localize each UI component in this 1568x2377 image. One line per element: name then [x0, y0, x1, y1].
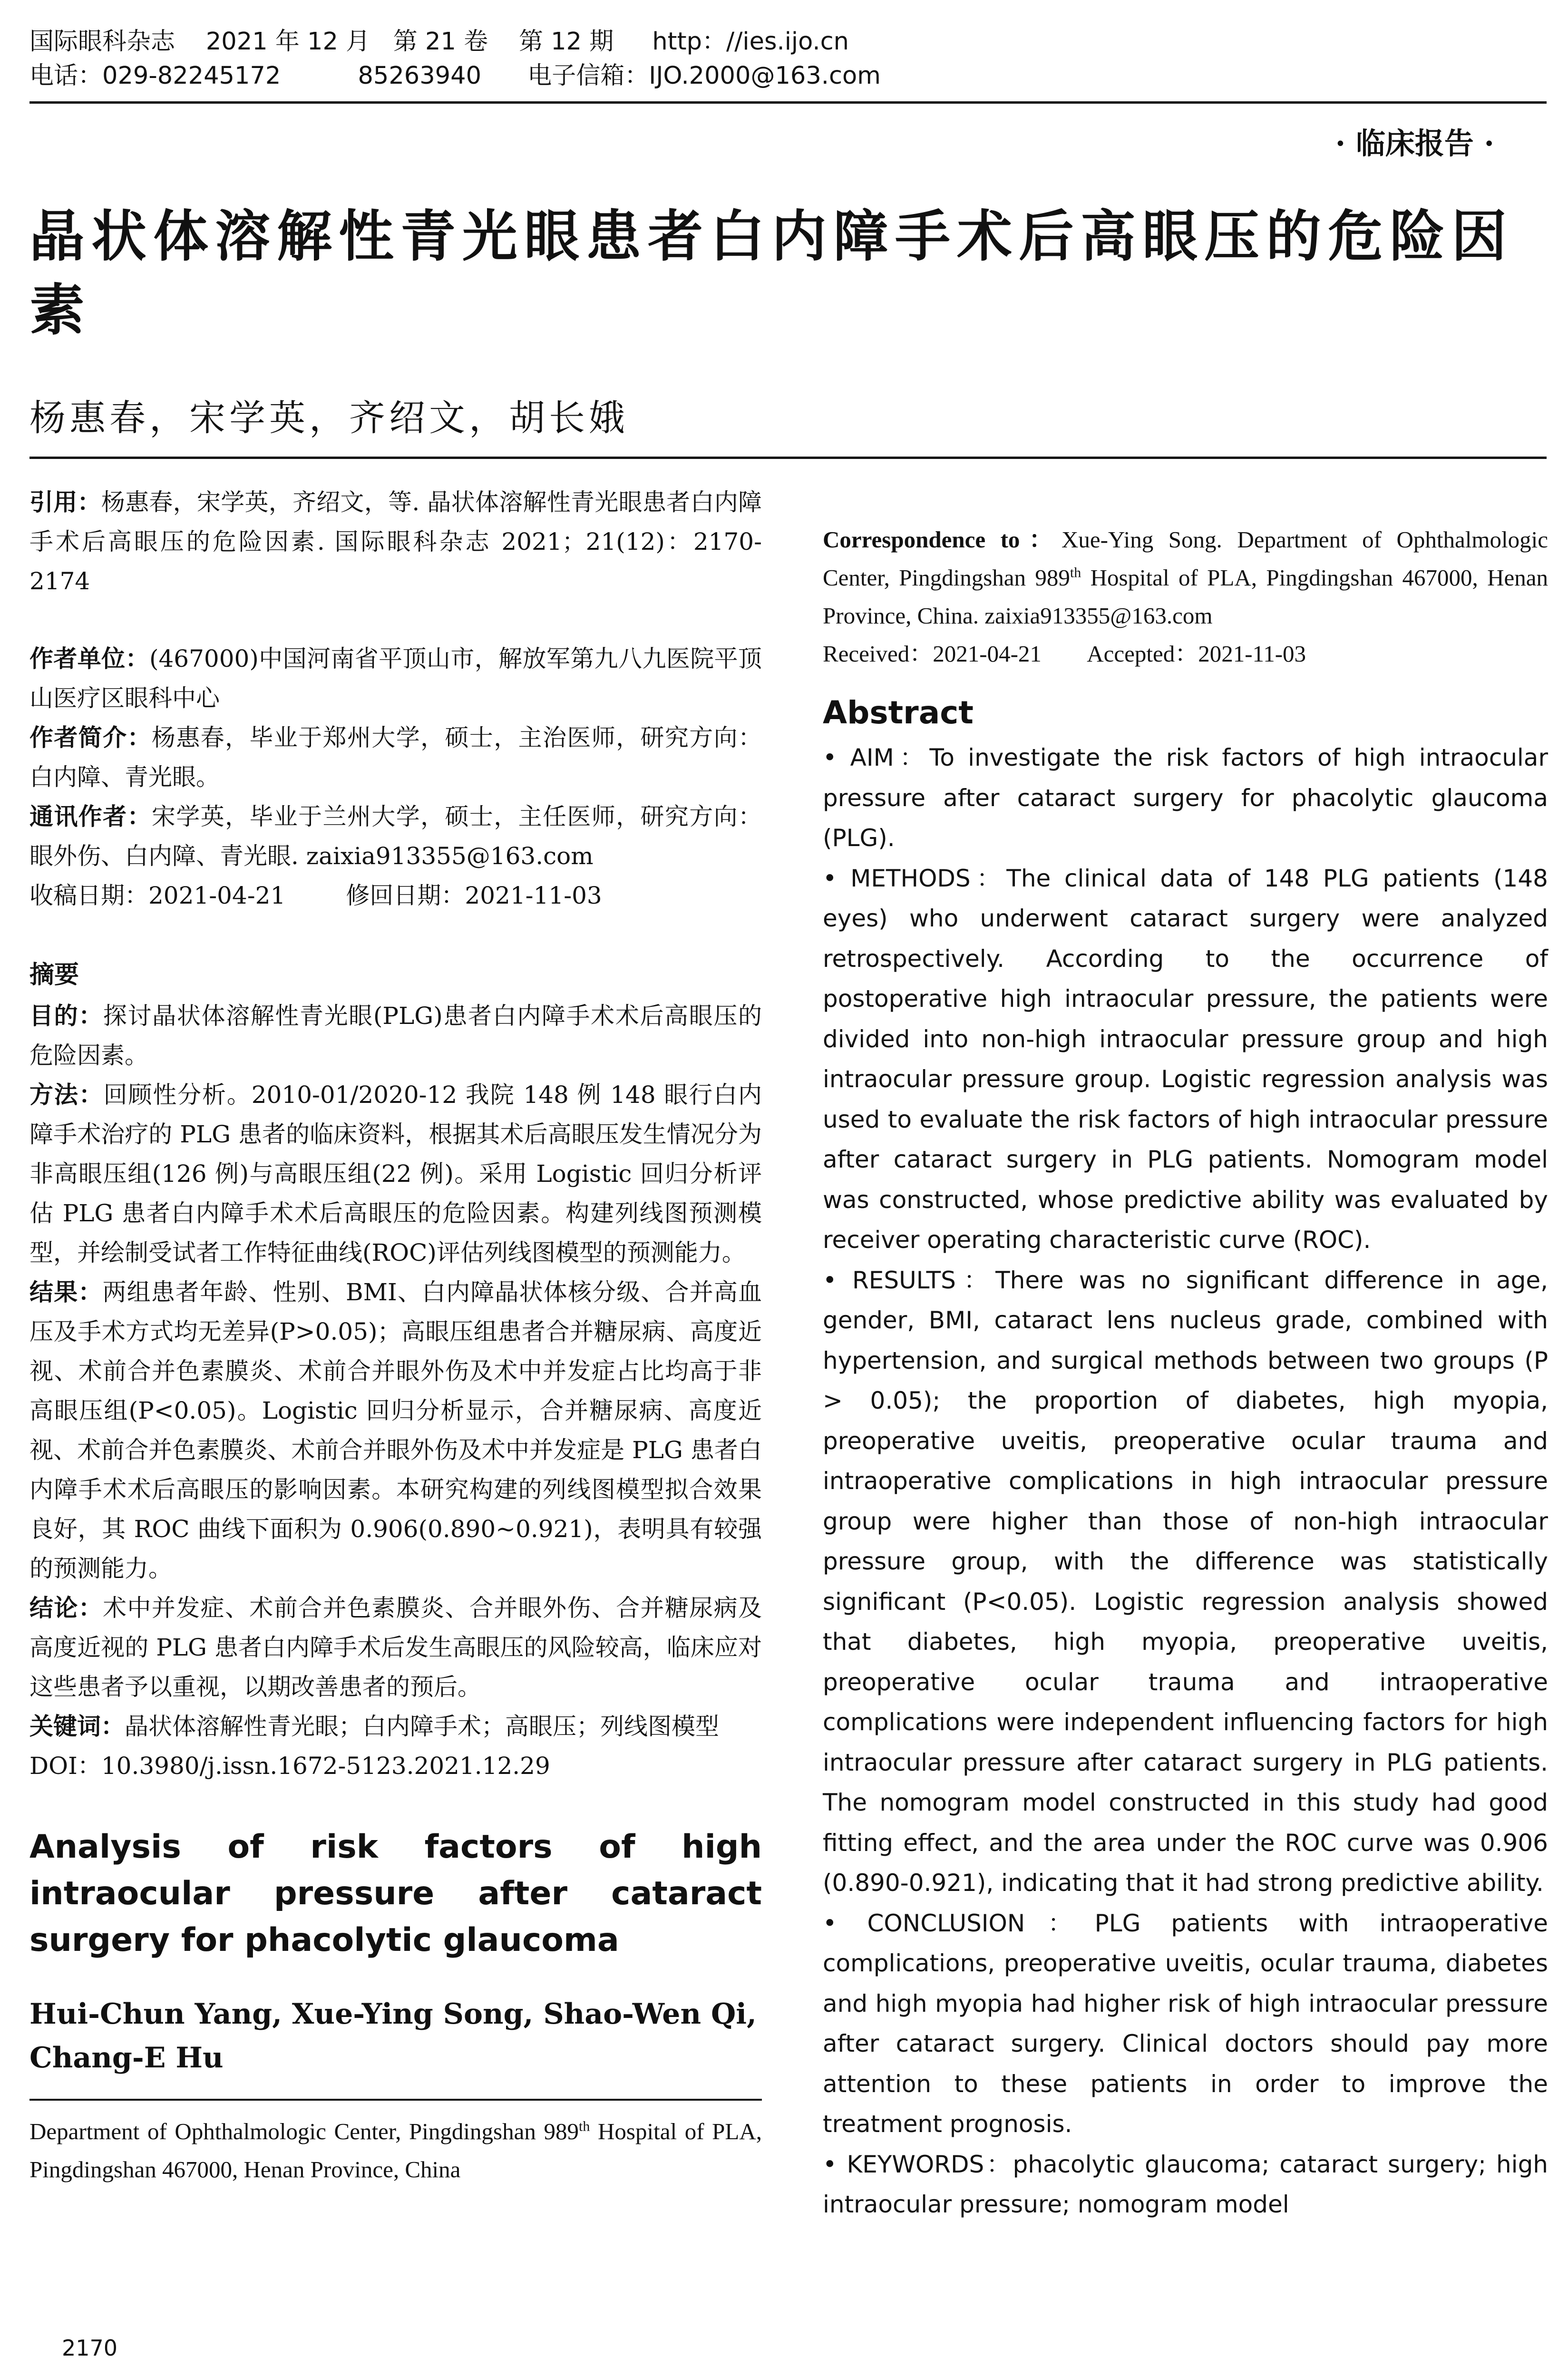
objective-text: 探讨晶状体溶解性青光眼(PLG)患者白内障手术术后高眼压的危险因素。 — [29, 1002, 762, 1069]
page-number: 2170 — [62, 2335, 118, 2361]
correspondence-en — [823, 521, 1548, 635]
objective-label: 目的： — [29, 1002, 103, 1030]
affiliation-en — [29, 2113, 762, 2189]
abstract-objective-cn — [29, 996, 762, 1075]
article-title-en: Analysis of risk factors of high intraocular pressure after cataract surgery for phacolytic glaucoma — [29, 1828, 762, 1959]
abstract-results-en: • RESULTS：There was no significant difference in age, gender, BMI, cataract lens nucleus grade, combined with hypertension, and surgical methods between two groups (P > 0.05); the proportion of diabetes, high myopia, preoperative uveitis, preoperative ocular trauma and intraoperative complications in high intraocular pressure group were higher than those of non-high intraocular pressure group, with the difference was statistically significant (P<0.05). Logistic regression analysis showed that diabetes, high myopia, preoperative uveitis, preoperative ocular trauma and intraoperative complications were independent influencing factors for high intraocular pressure after cataract surgery in PLG patients. The nomogram model constructed in this study had good fitting effect, and the area under the ROC curve was 0.906 (0.890-0.921), indicating that it had strong predictive ability. — [823, 1266, 1548, 1897]
correspondence-sup: th — [1070, 565, 1081, 581]
abstract-methods-en: • METHODS：The clinical data of 148 PLG patients (148 eyes) who underwent cataract surgery were analyzed retrospectively. According to the occurrence of postoperative high intraocular pressure, the patients were divided into non-high intraocular pressure group and high intraocular pressure group. Logistic regression analysis was used to evaluate the risk factors of high intraocular pressure after cataract surgery in PLG patients. Nomogram model was constructed, whose predictive ability was evaluated by receiver operating characteristic curve (ROC). — [823, 864, 1548, 1254]
section-tag: · 临床报告 · — [1335, 126, 1494, 161]
abstract-aim-en: • AIM：To investigate the risk factors of high intraocular pressure after cataract surgery for phacolytic glaucoma (PLG). — [823, 744, 1548, 852]
article-title-cn: 晶状体溶解性青光眼患者白内障手术后高眼压的危险因素 — [29, 205, 1513, 342]
author-unit-label: 作者单位： — [29, 645, 149, 672]
correspondence-text-a: Xue-Ying Song. Department of Ophthalmologic Center, Pingdingshan 989 — [823, 526, 1548, 591]
citation-text: 杨惠春，宋学英，齐绍文，等. 晶状体溶解性青光眼患者白内障手术后高眼压的危险因素. 国际眼科杂志 2021；21(12)：2170-2174 — [29, 488, 762, 595]
methods-label: 方法： — [29, 1081, 104, 1109]
left-column — [29, 483, 762, 2189]
abstract-conclusion-cn — [29, 1588, 762, 1707]
authors-en: Hui-Chun Yang, Xue-Ying Song, Shao-Wen Qi, Chang-E Hu — [29, 1997, 757, 2075]
received-dates-cn: 收稿日期：2021-04-21 修回日期：2021-11-03 — [29, 882, 602, 909]
journal-info-line: 国际眼科杂志 2021 年 12 月 第 21 卷 第 12 期 http：//ies.ijo.cn — [29, 28, 849, 56]
citation-label: 引用： — [29, 488, 101, 516]
corresponding-author-label: 通讯作者： — [29, 803, 152, 830]
affiliation-divider — [29, 2099, 762, 2101]
abstract-conclusion-en: • CONCLUSION：PLG patients with intraoperative complications, preoperative uveitis, ocular trauma, diabetes and high myopia had higher risk of high intraocular pressure after cataract surgery. Clinical doctors should pay more attention to these patients in order to improve the treatment prognosis. — [823, 1909, 1548, 2138]
correspondence-text-b: Hospital of PLA, Pingdingshan 467000, Henan Province, China. zaixia913355@163.com — [823, 565, 1548, 629]
title-divider — [29, 457, 1547, 459]
results-label: 结果： — [29, 1278, 103, 1306]
affiliation-sup: th — [579, 2118, 590, 2134]
abstract-methods-cn — [29, 1075, 762, 1273]
author-unit — [29, 639, 762, 718]
corresponding-author-text: 宋学英，毕业于兰州大学，硕士，主任医师，研究方向：眼外伤、白内障、青光眼. zaixia913355@163.com — [29, 803, 762, 870]
results-text: 两组患者年龄、性别、BMI、白内障晶状体核分级、合并高血压及手术方式均无差异(P>0.05)；高眼压组患者合并糖尿病、高度近视、术前合并色素膜炎、术前合并眼外伤及术中并发症占比均高于非高眼压组(P<0.05)。Logistic 回归分析显示，合并糖尿病、高度近视、术前合并色素膜炎、术前合并眼外伤及术中并发症是 PLG 患者白内障手术术后高眼压的影响因素。本研究构建的列线图模型拟合效果良好，其 ROC 曲线下面积为 0.906(0.890~0.921)，表明具有较强的预测能力。 — [29, 1278, 762, 1582]
authors-cn: 杨惠春，宋学英，齐绍文，胡长娥 — [29, 397, 629, 439]
keywords-label: 关键词： — [29, 1713, 125, 1740]
keywords-text: 晶状体溶解性青光眼；白内障手术；高眼压；列线图模型 — [125, 1713, 719, 1740]
header-divider — [29, 101, 1547, 104]
abstract-keywords-en: • KEYWORDS：phacolytic glaucoma; cataract surgery; high intraocular pressure; nomogram model — [823, 2150, 1548, 2218]
abstract-heading-en: Abstract — [823, 694, 974, 731]
conclusion-text: 术中并发症、术前合并色素膜炎、合并眼外伤、合并糖尿病及高度近视的 PLG 患者白内障手术后发生高眼压的风险较高，临床应对这些患者予以重视，以期改善患者的预后。 — [29, 1594, 762, 1701]
author-bio-text: 杨惠春，毕业于郑州大学，硕士，主治医师，研究方向：白内障、青光眼。 — [29, 724, 762, 791]
methods-text: 回顾性分析。2010-01/2020-12 我院 148 例 148 眼行白内障手术治疗的 PLG 患者的临床资料，根据其术后高眼压发生情况分为非高眼压组(126 例)与高眼压组(22 例)。采用 Logistic 回归分析评估 PLG 患者白内障手术术后高眼压的危险因素。构建列线图预测模型，并绘制受试者工作特征曲线(ROC)评估列线图模型的预测能力。 — [29, 1081, 762, 1266]
affiliation-rest: Hospital of PLA, Pingdingshan 467000, Henan Province, China — [29, 2118, 762, 2182]
doi: DOI：10.3980/j.issn.1672-5123.2021.12.29 — [29, 1752, 550, 1780]
journal-contact-line: 电话：029-82245172 85263940 电子信箱：IJO.2000@163.com — [29, 62, 881, 90]
right-column — [823, 483, 1548, 2225]
correspondence-label: Correspondence to： — [823, 526, 1062, 553]
journal-header — [29, 25, 1547, 93]
abstract-results-cn — [29, 1273, 762, 1588]
author-bio-label: 作者简介： — [29, 724, 152, 751]
citation — [29, 483, 762, 601]
received-accepted-en: Received：2021-04-21 Accepted：2021-11-03 — [823, 641, 1306, 667]
corresponding-author — [29, 797, 762, 876]
abstract-heading-cn: 摘要 — [29, 961, 79, 989]
keywords-cn — [29, 1707, 762, 1746]
affiliation-text: Department of Ophthalmologic Center, Pingdingshan 989 — [29, 2118, 579, 2144]
author-bio — [29, 718, 762, 797]
author-unit-text: (467000)中国河南省平顶山市，解放军第九八九医院平顶山医疗区眼科中心 — [29, 645, 762, 712]
conclusion-label: 结论： — [29, 1594, 103, 1622]
